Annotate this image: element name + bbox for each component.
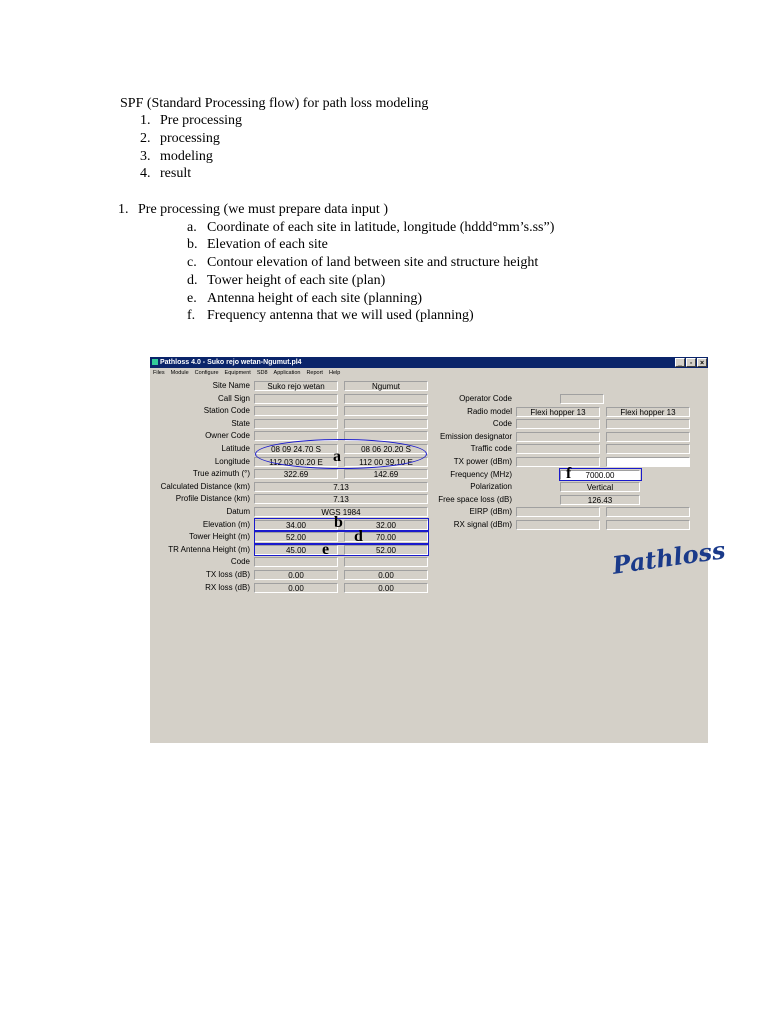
sub-item — [187, 254, 538, 271]
field-value-site-b[interactable]: 08 06 20.20 S — [344, 444, 428, 454]
field-value-site-a[interactable] — [254, 557, 338, 567]
step-item — [140, 130, 220, 147]
step-item — [140, 148, 213, 165]
step-number: 4. — [140, 166, 151, 181]
field-value[interactable]: 126.43 — [560, 495, 640, 505]
sub-item-label: Tower height of each site (plan) — [207, 273, 386, 288]
restore-button[interactable]: ▫ — [686, 358, 696, 367]
section-title: Pre processing (we must prepare data input ) — [138, 202, 388, 217]
menu-equipment[interactable]: Equipment — [224, 370, 251, 376]
field-value-site-a[interactable] — [516, 507, 600, 517]
annotation-e: e — [322, 541, 330, 558]
sub-item-letter: b. — [187, 237, 198, 252]
menu-application[interactable]: Application — [273, 370, 301, 376]
field-value-site-a[interactable] — [254, 406, 338, 416]
step-item — [140, 165, 191, 182]
window-title: Pathloss 4.0 - Suko rejo wetan-Ngumut.pl4 — [160, 359, 302, 366]
field-value-site-a[interactable]: 322.69 — [254, 469, 338, 479]
field-value-site-b[interactable] — [606, 432, 690, 442]
pathloss-screenshot — [150, 357, 728, 743]
sub-item-label: Coordinate of each site in latitude, longitude (hddd°mm’s.ss”) — [207, 220, 555, 235]
field-value[interactable]: 7000.00 — [560, 470, 640, 480]
menu-sd8[interactable]: SD8 — [256, 370, 268, 376]
field-value-site-a[interactable]: 0.00 — [254, 570, 338, 580]
menu-module[interactable]: Module — [170, 370, 189, 376]
app-icon — [152, 359, 158, 365]
field-label: Owner Code — [205, 431, 250, 441]
field-value-site-b[interactable] — [606, 520, 690, 530]
sub-item — [187, 236, 328, 253]
field-value-site-b[interactable]: 0.00 — [344, 570, 428, 580]
field-label: Operator Code — [459, 394, 512, 403]
field-value-site-a[interactable]: 52.00 — [254, 532, 338, 542]
coordinate-highlight-ellipse — [255, 439, 427, 469]
field-label: State — [231, 418, 250, 428]
height-divider — [254, 543, 429, 545]
field-value-site-a[interactable]: Suko rejo wetan — [254, 381, 338, 391]
field-value-site-a[interactable]: 112 03 00.20 E — [254, 457, 338, 467]
sub-item-label: Antenna height of each site (planning) — [207, 291, 422, 306]
field-label: EIRP (dBm) — [469, 507, 512, 517]
field-label: Datum — [226, 507, 250, 516]
field-value-site-a[interactable]: Flexi hopper 13 — [516, 407, 600, 417]
sub-item-label: Contour elevation of land between site and structure height — [207, 255, 539, 270]
annotation-d: d — [354, 528, 363, 545]
step-label: processing — [160, 131, 220, 146]
menu-bar — [150, 368, 711, 378]
field-label: Tower Height (m) — [189, 532, 250, 542]
field-label: Frequency (MHz) — [450, 469, 512, 479]
annotation-b: b — [334, 514, 343, 531]
field-value-site-a[interactable] — [516, 457, 600, 467]
sub-item — [187, 272, 385, 289]
field-value-site-a[interactable] — [516, 419, 600, 429]
sub-item-letter: a. — [187, 220, 197, 235]
field-value-site-b[interactable]: Ngumut — [344, 381, 428, 391]
field-label: Latitude — [221, 444, 250, 453]
field-value-site-b[interactable]: 52.00 — [344, 545, 428, 555]
field-value-site-a[interactable]: 0.00 — [254, 583, 338, 593]
window-titlebar — [150, 357, 708, 368]
field-value-site-b[interactable] — [606, 444, 690, 454]
field-value-site-b[interactable]: 112 00 39.10 E — [344, 457, 428, 467]
sub-item-letter: f. — [187, 308, 196, 323]
sub-item-letter: c. — [187, 255, 197, 270]
close-button[interactable]: × — [697, 358, 707, 367]
field-value-site-b[interactable]: 32.00 — [344, 520, 428, 530]
field-value-site-a[interactable] — [254, 419, 338, 429]
field-value-site-b[interactable]: Flexi hopper 13 — [606, 407, 690, 417]
field-value-site-a[interactable] — [516, 520, 600, 530]
pathloss-logo: Pathloss — [610, 535, 728, 580]
field-label: True azimuth (°) — [192, 469, 250, 479]
menu-help[interactable]: Help — [328, 370, 341, 376]
field-value-site-b[interactable] — [606, 507, 690, 517]
field-value-site-b[interactable] — [606, 419, 690, 429]
field-label: Call Sign — [217, 393, 250, 403]
field-label: Profile Distance (km) — [175, 494, 250, 504]
field-label: Radio model — [467, 406, 512, 416]
field-value[interactable]: 7.13 — [254, 482, 428, 492]
step-label: result — [160, 166, 192, 181]
field-label: TX power (dBm) — [453, 457, 512, 466]
sub-item-letter: d. — [187, 273, 198, 288]
field-label: TR Antenna Height (m) — [168, 544, 250, 554]
step-number: 1. — [140, 113, 151, 128]
sub-item — [187, 219, 554, 236]
field-label: Free space loss (dB) — [438, 494, 512, 504]
field-value-site-b[interactable] — [606, 457, 690, 467]
window-controls — [675, 358, 707, 367]
sub-item-label: Frequency antenna that we will used (planning) — [207, 308, 474, 323]
annotation-f: f — [566, 465, 572, 482]
field-value-site-a[interactable]: 45.00 — [254, 545, 338, 555]
minimize-button[interactable]: _ — [675, 358, 685, 367]
field-value-site-b[interactable]: 0.00 — [344, 583, 428, 593]
menu-configure[interactable]: Configure — [194, 370, 219, 376]
field-label: Calculated Distance (km) — [160, 481, 250, 491]
field-value-site-b[interactable] — [344, 557, 428, 567]
sub-item — [187, 290, 422, 307]
field-value[interactable]: WGS 1984 — [254, 507, 428, 517]
field-value-site-b[interactable]: 70.00 — [344, 532, 428, 542]
field-label: Site Name — [212, 381, 250, 390]
menu-report[interactable]: Report — [306, 370, 323, 376]
field-label: Polarization — [470, 482, 512, 492]
sub-item-letter: e. — [187, 291, 197, 306]
annotation-a: a — [333, 448, 341, 465]
field-label: Station Code — [203, 406, 250, 416]
field-label: RX signal (dBm) — [453, 520, 512, 529]
field-label: Code — [492, 419, 512, 429]
menu-files[interactable]: Files — [153, 370, 165, 376]
field-value[interactable]: Vertical — [560, 482, 640, 492]
section-number: 1. — [118, 202, 129, 217]
sub-item-label: Elevation of each site — [207, 237, 328, 252]
field-value-site-a[interactable]: 08 09 24.70 S — [254, 444, 338, 454]
sub-item — [187, 307, 474, 324]
step-number: 3. — [140, 149, 151, 164]
step-label: modeling — [160, 149, 213, 164]
field-value-site-a[interactable] — [516, 444, 600, 454]
field-label: RX loss (dB) — [205, 582, 250, 592]
field-value-site-a[interactable] — [516, 432, 600, 442]
field-value[interactable] — [560, 394, 604, 404]
step-item — [140, 112, 242, 129]
field-value-site-a[interactable] — [254, 394, 338, 404]
doc-heading: SPF (Standard Processing flow) for path loss modeling — [120, 96, 429, 111]
frequency-highlight-box — [559, 465, 642, 482]
field-label: Elevation (m) — [202, 519, 250, 529]
step-number: 2. — [140, 131, 151, 146]
field-label: Code — [230, 557, 250, 567]
field-value-site-b[interactable]: 142.69 — [344, 469, 428, 479]
section-heading — [118, 201, 388, 218]
field-label: TX loss (dB) — [205, 570, 250, 579]
field-value-site-a[interactable]: 34.00 — [254, 520, 338, 530]
field-label: Emission designator — [439, 431, 512, 441]
step-label: Pre processing — [160, 113, 243, 128]
field-label: Traffic code — [470, 444, 512, 454]
field-value[interactable]: 7.13 — [254, 494, 428, 504]
field-label: Longitude — [214, 456, 250, 466]
